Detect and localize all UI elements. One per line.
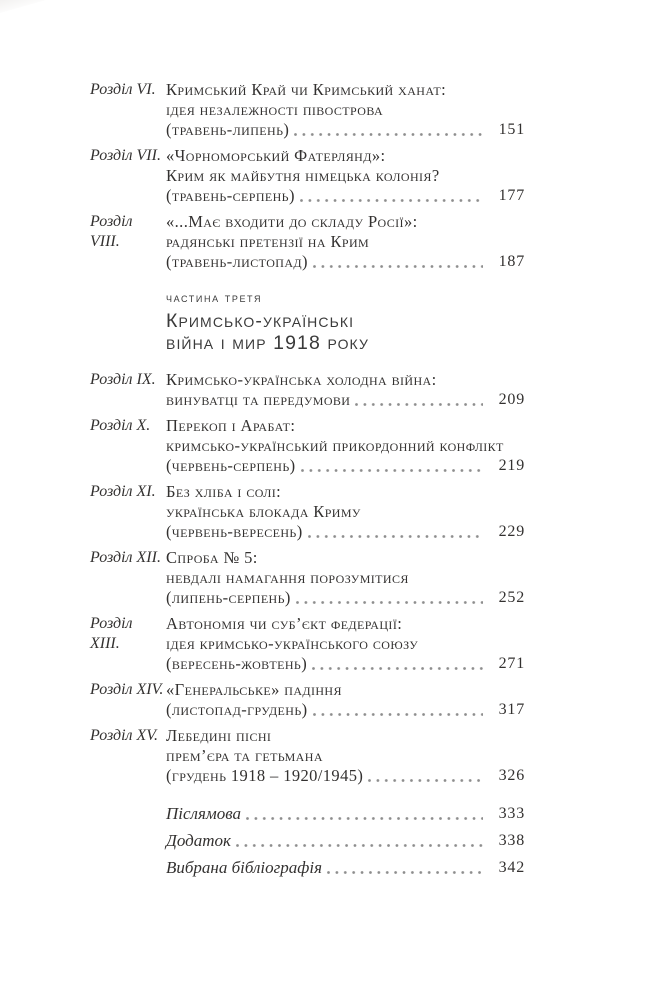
toc-entry [90,416,525,476]
end-matter-list [90,804,525,878]
toc-entry [90,212,525,272]
page-number: 317 [498,701,525,718]
dotted-leader [236,831,483,851]
toc-entry [90,80,525,140]
chapter-title-line: ідея незалежності півострова [166,100,384,119]
page-number: 209 [498,391,525,408]
chapter-entry-body [166,614,525,674]
page-number: 338 [498,832,525,849]
chapter-label: Розділ VI. [90,81,156,98]
dotted-leader [308,522,483,542]
end-matter-item [166,858,525,878]
chapter-leader-text: (травень-липень) [166,120,290,139]
part-title [166,310,525,354]
part-heading [166,288,525,354]
chapter-title-line: Крим як майбутня німецька колонія? [166,166,440,185]
page-corner-artifact [0,0,46,13]
chapter-title-line: Кримсько-українська холодна війна: [166,370,437,389]
chapter-entry-body [166,482,525,542]
dotted-leader [313,700,483,720]
page-number: 187 [498,253,525,270]
chapter-label: Розділ X. [90,417,151,434]
toc-entry [90,548,525,608]
chapter-title-line: українська блокада Криму [166,502,361,521]
part-kicker: частина третя [166,291,263,305]
page-number: 219 [498,457,525,474]
chapter-title-line: «...Має входити до складу Росії»: [166,212,418,231]
chapter-leader-line [166,456,525,476]
chapter-leader-text: (травень-серпень) [166,186,295,205]
dotted-leader [327,858,483,878]
chapter-leader-text: (червень-вересень) [166,522,303,541]
chapter-title-line: Перекоп і Арабат: [166,416,296,435]
page-number: 333 [498,805,525,822]
chapter-label: Розділ XII. [90,549,161,566]
toc-entries-part-three [90,370,525,786]
page-number: 252 [498,589,525,606]
toc-entry [90,370,525,410]
chapter-entry-body [166,548,525,608]
dotted-leader [246,804,483,824]
chapter-title-line: Автономія чи суб’єкт федерації: [166,614,403,633]
end-matter-label: Післямова [166,804,241,823]
chapter-leader-line [166,588,525,608]
end-matter-item [166,831,525,851]
end-matter-item [166,804,525,824]
page-number: 326 [498,767,525,784]
end-matter-label: Вибрана бібліографія [166,858,322,877]
toc-entry [90,726,525,786]
dotted-leader [300,186,483,206]
dotted-leader [368,766,483,786]
chapter-leader-text: винуватці та передумови [166,390,351,409]
chapter-leader-line [166,390,525,410]
chapter-title-line: невдалі намагання порозумітися [166,568,409,587]
chapter-title-line: радянські претензії на Крим [166,232,370,251]
chapter-entry-body [166,212,525,272]
table-of-contents [90,80,525,878]
chapter-label: Розділ XIV. [90,681,164,698]
chapter-leader-text: (червень-серпень) [166,456,296,475]
part-title-line: Кримсько-українські [166,310,355,332]
dotted-leader [355,390,483,410]
dotted-leader [301,456,483,476]
chapter-leader-line [166,120,525,140]
chapter-leader-text: (вересень-жовтень) [166,654,308,673]
chapter-title-line: Без хліба і солі: [166,482,282,501]
chapter-entry-body [166,416,525,476]
page-number: 177 [498,187,525,204]
toc-entry [90,680,525,720]
chapter-title-line: ідея кримсько-українського союзу [166,634,419,653]
chapter-leader-line [166,522,525,542]
page-number: 342 [498,859,525,876]
dotted-leader [313,252,483,272]
toc-entry [90,614,525,674]
chapter-entry-body [166,680,525,720]
chapter-label: Розділ XI. [90,483,156,500]
chapter-label: Розділ XIII. [90,615,133,652]
chapter-leader-line [166,186,525,206]
chapter-leader-line [166,766,525,786]
chapter-title-line: Кримський Край чи Кримський ханат: [166,80,447,99]
chapter-leader-text: (травень-листопад) [166,252,308,271]
chapter-title-line: «Чорноморський Фатерлянд»: [166,146,386,165]
chapter-label: Розділ VII. [90,147,161,164]
chapter-leader-text: (липень-серпень) [166,588,291,607]
chapter-label: Розділ IX. [90,371,156,388]
chapter-leader-text: (грудень 1918 – 1920/1945) [166,766,364,785]
page-number: 151 [498,121,525,138]
dotted-leader [294,120,483,140]
chapter-title-line: прем’єра та гетьмана [166,746,323,765]
chapter-entry-body [166,370,525,410]
chapter-leader-line [166,252,525,272]
chapter-entry-body [166,726,525,786]
chapter-title-line: Лебедині пісні [166,726,272,745]
page-number: 229 [498,523,525,540]
chapter-leader-line [166,700,525,720]
chapter-title-line: «Генеральське» падіння [166,680,342,699]
end-matter-label: Додаток [166,831,231,850]
part-title-line: війна і мир 1918 року [166,332,369,354]
chapter-label: Розділ VIII. [90,213,133,250]
toc-entries-part-two [90,80,525,272]
chapter-leader-text: (листопад-грудень) [166,700,308,719]
chapter-leader-line [166,654,525,674]
chapter-entry-body [166,80,525,140]
toc-entry [90,482,525,542]
chapter-label: Розділ XV. [90,727,159,744]
chapter-title-line: Спроба № 5: [166,548,258,567]
page-number: 271 [498,655,525,672]
dotted-leader [312,654,483,674]
chapter-entry-body [166,146,525,206]
toc-entry [90,146,525,206]
chapter-title-line: кримсько-український прикордонний конфлікт [166,436,504,455]
dotted-leader [296,588,483,608]
